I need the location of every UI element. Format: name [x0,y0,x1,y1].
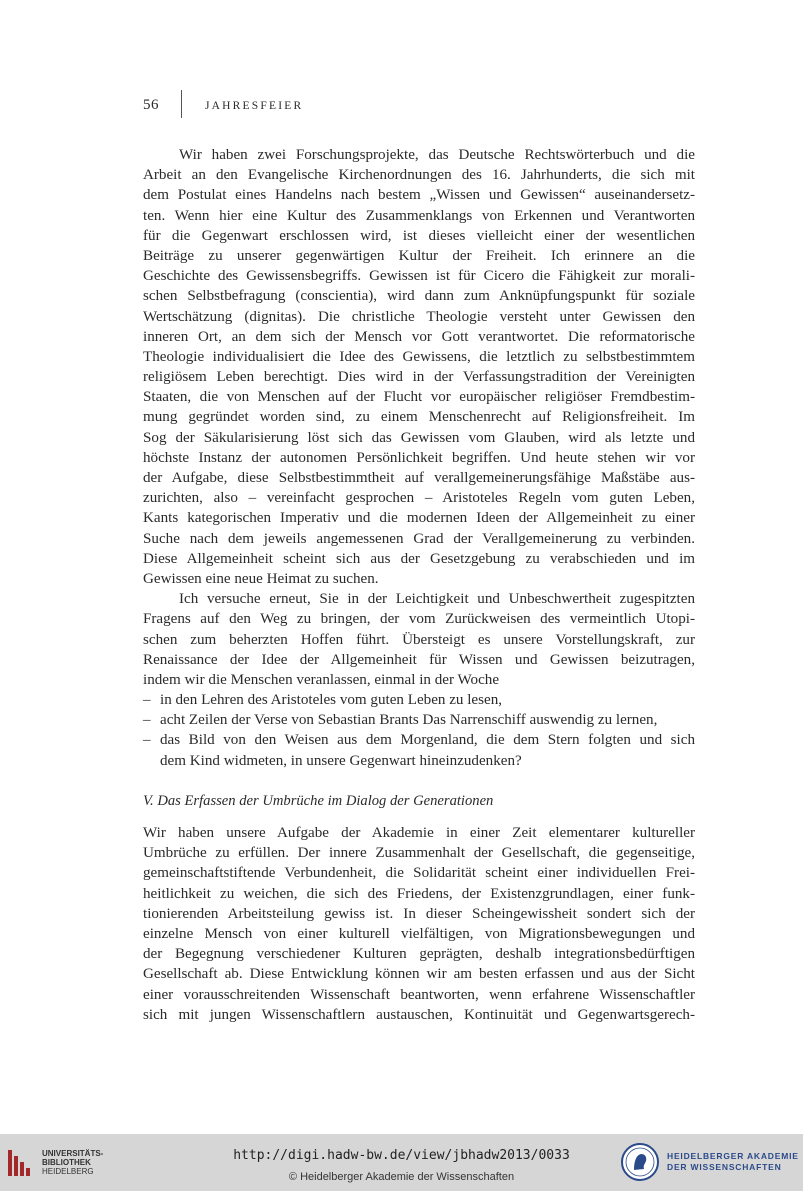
text-line: zurichten, also – vereinfacht gesprochen – Aristoteles Regeln vom guten Leben, [143,490,695,507]
header-divider [181,90,182,118]
permalink-url[interactable]: http://digi.hadw-bw.de/view/jbhadw2013/0033 [233,1148,570,1163]
text-line: Staaten, die von Menschen auf der Flucht vor europäischer religiöser Fremdbestim- [143,389,695,406]
academy-name-line: DER WISSENSCHAFTEN [667,1162,782,1172]
library-name-line: UNIVERSITÄTS- [42,1149,104,1158]
text-line: schen Selbstbefragung (conscientia), wird dann zum Anknüpfungspunkt für soziale [143,288,695,305]
list-item-text: acht Zeilen der Verse von Sebastian Brants Das Narrenschiff auswendig zu lernen, [160,712,658,729]
text-line: der Aufgabe, diese Selbstbestimmtheit auf verallgemeinerungsfähige Maßstäbe aus- [143,470,695,486]
list-item [143,730,695,750]
text-line: dem Postulat eines Handelns nach bestem „Wissen und Gewissen“ auseinandersetz- [143,187,695,204]
academy-name-line: HEIDELBERGER AKADEMIE [667,1151,799,1161]
text-line: Wir haben zwei Forschungsprojekte, das Deutsche Rechtswörterbuch und die [179,147,695,163]
text-line: Ich versuche erneut, Sie in der Leichtigkeit und Unbeschwertheit zugespitzten [179,591,695,608]
text-line: Kants kategorischen Imperativ und die modernen Ideen der Allgemeinheit zu einer [143,510,695,527]
running-title: JAHRESFEIER [205,100,304,112]
text-line: einzelne Mensch von einer kulturell vielfältigen, von Migrationsbewegungen und [143,925,695,942]
body-text-section-v [143,823,695,1025]
list-dash: – [143,692,151,709]
text-line: Fragens auf den Weg zu bringen, der vom Zurückweisen des vermeintlich Utopi- [143,611,695,628]
text-line: inneren Ort, an dem sich der Mensch vor Gott verantwortet. Die reformatorische [143,328,695,345]
text-line: Geschichte des Gewissensbegriffs. Gewissen ist für Cicero die Fähigkeit zur morali- [143,268,695,285]
list-dash: – [143,732,151,749]
body-text [143,145,695,771]
text-line: religiösem Leben berechtigt. Dies wird in der Verfassungstradition der Vereinigten [143,369,695,386]
text-line: tionierenden Arbeitsteilung gewiss ist. In dieser Scheingewissheit sondert sich der [143,905,695,922]
text-line: Diese Allgemeinheit scheint sich aus der Gesetzgebung zu verabschieden und im [143,550,695,567]
text-line: ten. Wenn hier eine Kultur des Zusammenklangs von Erkennen und Verantworten [143,207,695,224]
text-line: sich mit jungen Wissenschaftlern austauschen, Kontinuität und Gegenwartsgerech- [143,1006,695,1023]
text-line: für die Gegenwart erschlossen wird, ist dieses vielleicht einer der wesentlichen [143,227,695,244]
footer-band [0,1134,803,1191]
library-name-line: BIBLIOTHEK [42,1158,91,1167]
academy-name [667,1151,799,1173]
list-item-continuation: dem Kind widmeten, in unsere Gegenwart hineinzudenken? [160,752,522,769]
text-line: Gewissen eine neue Heimat zu suchen. [143,570,379,587]
section-heading: V. Das Erfassen der Umbrüche im Dialog der Generationen [143,793,494,809]
copyright-notice: © Heidelberger Akademie der Wissenschaften [288,1171,515,1183]
text-line: Beiträge zu unserer gegenwärtigen Kultur der Freiheit. Ich erinnere an die [143,247,695,264]
text-line: indem wir die Menschen veranlassen, einmal in der Woche [143,671,500,688]
text-line: Theologie individualisiert die Idee des Gewissens, die letztlich zu selbstbestimmtem [143,348,695,365]
list-dash: – [143,712,151,729]
text-line: Suche nach dem jeweils angemessenen Grad der Verallgemeinerung zu verbinden. [143,530,695,547]
text-line: Gesellschaft ab. Diese Entwicklung können wir am besten erfassen und aus der Sicht [143,966,695,983]
text-line: gemeinschaftstiftende Verbundenheit, die Solidarität scheint einer individuellen Frei- [143,865,695,882]
page-number: 56 [143,97,159,113]
text-line: Wir haben unsere Aufgabe der Akademie in einer Zeit elementarer kultureller [143,825,695,841]
list-item-text: in den Lehren des Aristoteles vom guten Leben zu lesen, [160,692,503,709]
text-line: der Begegnung verschiedener Kulturen geprägten, deshalb integrationsbedürftigen [143,946,695,963]
text-line: Renaissance der Idee der Allgemeinheit für Wissen und Gewissen beizutragen, [143,651,695,668]
library-name-line: HEIDELBERG [42,1167,94,1176]
list-item [143,710,695,730]
text-line: heitlichkeit zu weichen, die sich des Friedens, der Existenzgrundlagen, einer funk- [143,885,695,902]
text-line: Wertschätzung (dignitas). Die christliche Theologie versteht unter Gewissen den [143,308,695,325]
list-item [143,690,695,710]
text-line: mung gegründet worden sind, zu einem Menschenrecht auf Religionsfreiheit. Im [143,409,695,426]
text-line: Sog der Säkularisierung löst sich das Gewissen vom Glauben, wird als letzte und [143,429,695,446]
text-line: einer vorausschreitenden Wissenschaft beantworten, wenn erfahrene Wissenschaftler [143,986,695,1003]
text-line: Umbrüche zu erfüllen. Der innere Zusammenhalt der Gesellschaft, die gegenseitige, [143,845,695,862]
list-item-text: das Bild von den Weisen aus dem Morgenland, die dem Stern folgten und sich [160,732,695,749]
text-line: höchste Instanz der autonomen Persönlichkeit begriffen. Und heute stehen wir vor [143,449,695,466]
academy-seal-icon [620,1142,660,1182]
text-line: Arbeit an den Evangelische Kirchenordnungen des 16. Jahrhunderts, die sich mit [143,167,695,184]
text-line: schen zum beherzten Hoffen führt. Übersteigt es unsere Vorstellungskraft, zur [143,631,695,648]
